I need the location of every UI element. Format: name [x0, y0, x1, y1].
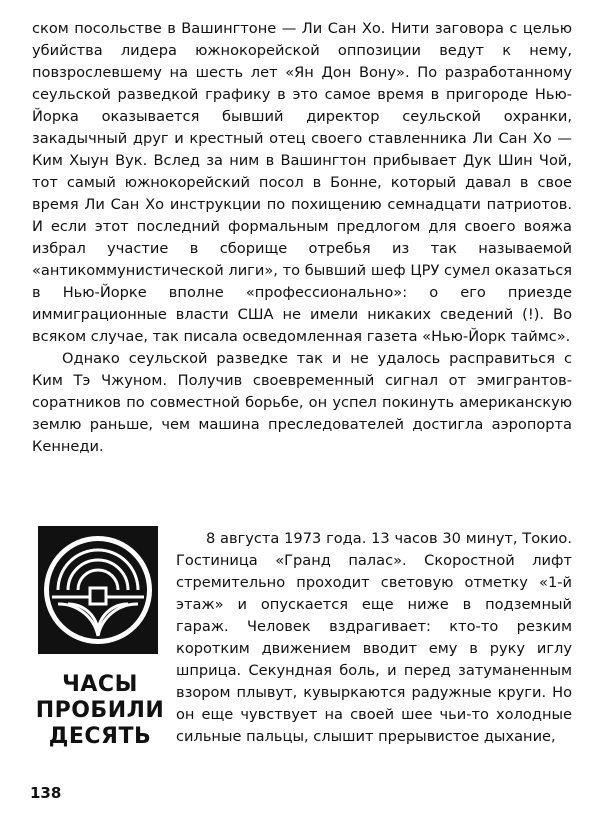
- heading-line-2: ПРОБИЛИ: [35, 698, 165, 723]
- clock-emblem-icon: [38, 526, 158, 654]
- heading-line-1: ЧАСЫ: [62, 672, 138, 697]
- heading-line-3: ДЕСЯТЬ: [48, 724, 152, 749]
- page-number: 138: [30, 784, 62, 802]
- main-text-block: [32, 18, 572, 458]
- section-heading: [30, 672, 170, 750]
- emblem-center-square: [90, 588, 106, 604]
- paragraph-1: ском посольстве в Вашингтоне — Ли Сан Хо. Нити заговора с целью убийства лидера южнокорейской оппозиции ведут к нему, повзрослевшему на шесть лет «Ян Дон Вону». По разработанному сеульской разведкой графику в это самое время в пригороде Нью-Йорка оказывается бывший директор сеульской охранки, закадычный друг и крестный отец своего ставленника Ли Сан Хо — Ким Хыун Вук. Вслед за ним в Вашингтон прибывает Дук Шин Чой, тот самый южнокорейский посол в Бонне, который давал в свое время Ли Сан Хо инструкции по похищению семнадцати патриотов. И если этот последний формальным предлогом для своего вояжа избрал участие в сборище отребья из так называемой «антикоммунистической лиги», то бывший шеф ЦРУ сумел оказаться в Нью-Йорке вполне «профессионально»: о его приезде иммиграционные власти США не имели никаких сведений (!). Во всяком случае, так писала осведомленная газета «Нью-Йорк таймс».: [32, 20, 572, 345]
- section-text-block: [176, 528, 572, 748]
- clock-emblem-svg: [38, 526, 158, 654]
- section-paragraph: 8 августа 1973 года. 13 часов 30 минут, Токио. Гостиница «Гранд палас». Скоростной лифт стремительно проходит световую отметку «1-й этаж» и опускается еще ниже в подземный гараж. Человек вздрагивает: кто-то резким коротким движением вводит ему в руку иглу шприца. Секундная боль, и перед затуманенным взором плывут, кувыркаются радужные круги. Но он еще чувствует на своей шее чьи-то холодные сильные пальцы, слышит прерывистое дыхание,: [176, 530, 572, 745]
- paragraph-2: Однако сеульской разведке так и не удалось расправиться с Ким Тэ Чжуном. Получив своевременный сигнал от эмигрантов-соратников по совместной борьбе, он успел покинуть американскую землю раньше, чем машина преследователей достигла аэропорта Кеннеди.: [32, 350, 572, 455]
